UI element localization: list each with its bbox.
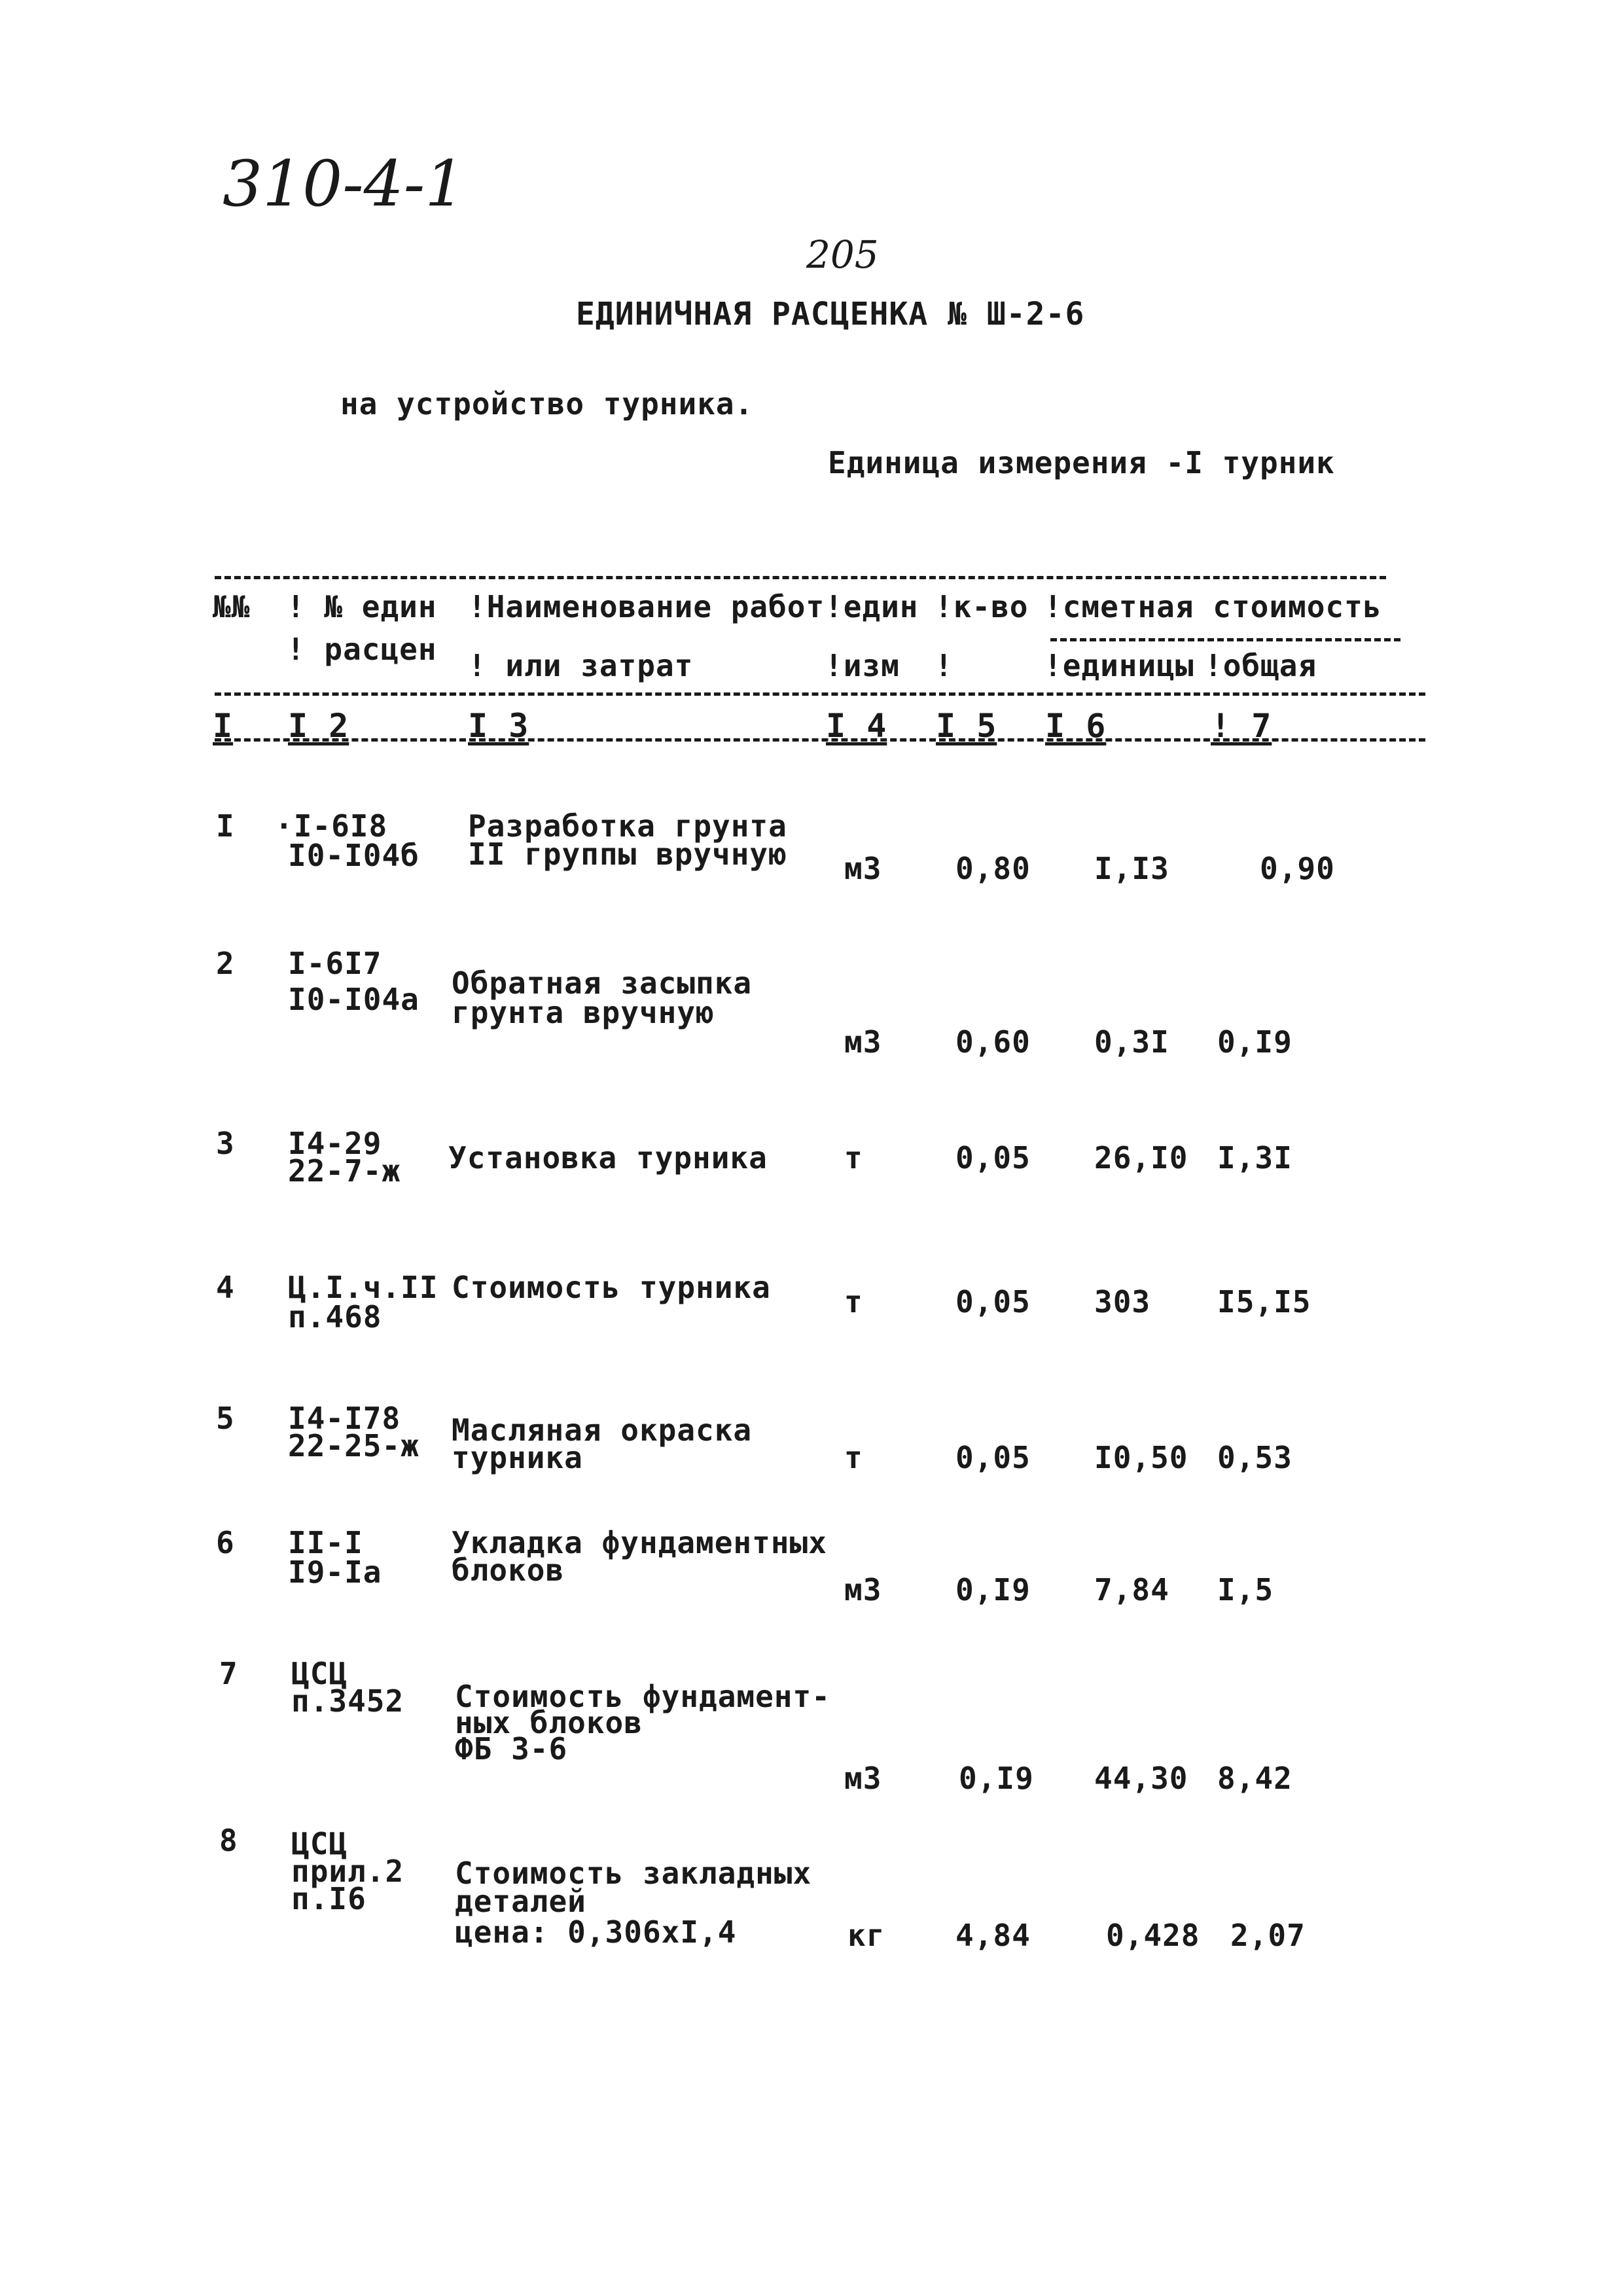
page-number: 205 [806,232,879,277]
row-2-num: 2 [216,946,235,981]
row-8-name-1: Стоимость закладных [455,1856,812,1891]
row-1-unit-cost: I,I3 [1094,851,1169,886]
colnum-5: I 5 [936,707,997,745]
row-5-total: 0,53 [1217,1440,1293,1475]
row-1-code-1: ·I-6I8 [275,808,388,844]
row-4-unit-cost: 303 [1094,1284,1151,1319]
row-2-name-2: грунта вручную [452,995,715,1030]
colnum-1: I [213,707,234,745]
row-6-name-2: блоков [452,1552,565,1588]
row-7-name-3: ФБ 3-6 [455,1731,568,1767]
row-6-code-2: I9-Iа [288,1554,382,1590]
row-4-code-2: п.468 [288,1299,382,1335]
row-5-code-2: 22-25-ж [288,1428,419,1463]
row-3-qty: 0,05 [955,1140,1031,1175]
row-2-unit: м3 [844,1024,882,1060]
row-5-name-1: Масляная окраска [452,1412,753,1448]
row-5-name-2: турника [452,1440,583,1475]
header-unit-2: !изм [825,648,900,683]
header-cost-group: !сметная стоимость [1044,589,1382,624]
row-8-name-3: цена: 0,306хI,4 [455,1914,737,1950]
header-unit-cost: !единицы [1044,648,1194,683]
header-bottom-rule [215,738,1425,742]
row-3-name-1: Установка турника [448,1140,768,1175]
row-8-code-3: п.I6 [291,1881,366,1916]
row-7-num: 7 [219,1656,238,1691]
document-title: ЕДИНИЧНАЯ РАСЦЕНКА № Ш-2-6 [576,296,1085,332]
header-cost-rule [1050,638,1400,641]
row-4-unit: т [844,1284,863,1319]
header-mid-rule [215,692,1425,696]
row-7-name-1: Стоимость фундамент- [455,1679,830,1714]
row-4-name-1: Стоимость турника [452,1270,771,1305]
row-1-qty: 0,80 [955,851,1031,886]
row-2-total: 0,I9 [1217,1024,1293,1060]
colnum-4: I 4 [826,707,887,745]
row-1-name-2: II группы вручную [468,836,787,872]
row-7-code-1: ЦСЦ [291,1656,348,1691]
row-1-num: I [216,808,235,844]
row-4-num: 4 [216,1270,235,1305]
row-8-unit: кг [847,1918,885,1953]
row-1-unit: м3 [844,851,882,886]
row-8-name-2: деталей [455,1884,586,1919]
colnum-6: I 6 [1045,707,1107,745]
row-1-name-1: Разработка грунта [468,808,787,844]
row-6-total: I,5 [1217,1572,1274,1607]
row-8-total: 2,07 [1230,1918,1306,1953]
row-8-unit-cost: 0,428 [1106,1918,1200,1953]
header-unit-1: !един [825,589,919,624]
row-6-code-1: II-I [288,1525,363,1560]
header-name-2: ! или затрат [468,648,694,683]
row-5-code-1: I4-I78 [288,1401,401,1436]
row-3-unit-cost: 26,I0 [1094,1140,1188,1175]
row-8-qty: 4,84 [955,1918,1031,1953]
row-5-qty: 0,05 [955,1440,1031,1475]
row-4-qty: 0,05 [955,1284,1031,1319]
row-3-code-1: I4-29 [288,1126,382,1161]
row-7-code-2: п.3452 [291,1683,404,1719]
row-3-unit: т [844,1140,863,1175]
colnum-7: ! 7 [1211,707,1272,745]
row-6-unit: м3 [844,1572,882,1607]
document-subtitle: на устройство турника. [340,386,754,422]
header-total: !общая [1204,648,1317,683]
header-qty-2: ! [935,648,954,683]
row-7-unit: м3 [844,1761,882,1796]
row-6-name-1: Укладка фундаментных [452,1525,827,1560]
row-1-code-2: I0-I04б [288,838,419,873]
row-3-total: I,3I [1217,1140,1293,1175]
row-3-num: 3 [216,1126,235,1161]
colnum-3: I 3 [468,707,529,745]
row-7-qty: 0,I9 [959,1761,1034,1796]
header-code-1: ! № един [287,589,437,624]
colnum-2: I 2 [288,707,349,745]
row-7-name-2: ных блоков [455,1705,643,1740]
row-2-unit-cost: 0,3I [1094,1024,1169,1060]
row-6-unit-cost: 7,84 [1094,1572,1169,1607]
row-2-code-1: I-6I7 [288,946,382,981]
row-6-qty: 0,I9 [955,1572,1031,1607]
row-8-code-1: ЦСЦ [291,1826,348,1861]
row-3-code-2: 22-7-ж [288,1153,401,1189]
row-5-num: 5 [216,1401,235,1436]
header-name-1: !Наименование работ [468,589,825,624]
row-7-total: 8,42 [1217,1761,1293,1796]
row-6-num: 6 [216,1525,235,1560]
header-num: №№ [213,589,251,624]
measurement-unit: Единица измерения -I турник [828,445,1335,480]
header-code-2: ! расцен [287,632,437,667]
row-2-name-1: Обратная засыпка [452,965,753,1001]
row-4-total: I5,I5 [1217,1284,1311,1319]
row-1-total: 0,90 [1260,851,1335,886]
row-7-unit-cost: 44,30 [1094,1761,1188,1796]
row-8-code-2: прил.2 [291,1854,404,1889]
row-2-qty: 0,60 [955,1024,1031,1060]
row-4-code-1: Ц.I.ч.II [288,1270,438,1305]
header-qty-1: !к-во [935,589,1029,624]
header-top-rule [215,576,1386,579]
archive-code: 310-4-1 [223,147,465,221]
row-8-num: 8 [219,1823,238,1858]
row-5-unit-cost: I0,50 [1094,1440,1188,1475]
row-2-code-2: I0-I04а [288,982,419,1017]
row-5-unit: т [844,1440,863,1475]
